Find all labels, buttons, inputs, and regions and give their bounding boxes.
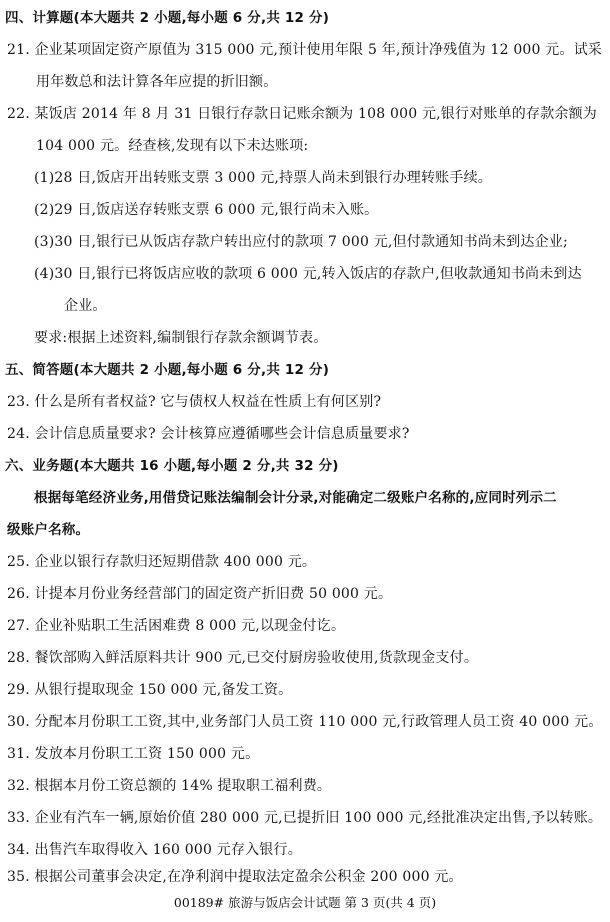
question-28: 28. 餐饮部购入鲜活原料共计 900 元,已交付厨房验收使用,货款现金支付。: [7, 650, 479, 666]
question-22-item-1: (1)28 日,饭店开出转账支票 3 000 元,持票人尚未到银行办理转账手续。: [34, 170, 492, 186]
question-22-line-2: 104 000 元。经查核,发现有以下未达账项:: [36, 138, 309, 154]
question-31: 31. 发放本月份职工工资 150 000 元。: [7, 746, 260, 762]
section-6-heading: 六、业务题(本大题共 16 小题,每小题 2 分,共 32 分): [5, 458, 339, 474]
question-35: 35. 根据公司董事会决定,在净利润中提取法定盈余公积金 200 000 元。: [7, 869, 463, 885]
question-22-item-4-line-1: (4)30 日,银行已将饭店应收的款项 6 000 元,转入饭店的存款户,但收款通知书尚未到达: [34, 266, 582, 282]
question-22-item-4-line-2: 企业。: [64, 298, 107, 314]
section-6-instruction-line-1: 根据每笔经济业务,用借贷记账法编制会计分录,对能确定二级账户名称的,应同时列示二: [34, 490, 557, 506]
question-22-item-3: (3)30 日,银行已从饭店存款户转出应付的款项 7 000 元,但付款通知书尚未到达企业;: [34, 234, 568, 250]
question-33: 33. 企业有汽车一辆,原始价值 280 000 元,已提折旧 100 000 元,经批准决定出售,予以转账。: [7, 810, 603, 826]
question-24: 24. 会计信息质量要求? 会计核算应遵循哪些会计信息质量要求?: [7, 426, 410, 442]
question-21-line-2: 用年数总和法计算各年应提的折旧额。: [36, 74, 278, 90]
question-22-line-1: 22. 某饭店 2014 年 8 月 31 日银行存款日记账余额为 108 000 元,银行对账单的存款余额为: [7, 106, 598, 122]
question-32: 32. 根据本月份工资总额的 14% 提取职工福利费。: [7, 778, 332, 794]
question-22-requirement: 要求:根据上述资料,编制银行存款余额调节表。: [34, 330, 328, 346]
page-footer: 00189# 旅游与饭店会计试题 第 3 页(共 4 页): [173, 895, 437, 910]
question-34: 34. 出售汽车取得收入 160 000 元存入银行。: [7, 842, 302, 858]
question-26: 26. 计提本月份业务经营部门的固定资产折旧费 50 000 元。: [7, 586, 393, 602]
question-27: 27. 企业补贴职工生活困难费 8 000 元,以现金付讫。: [7, 618, 346, 634]
question-22-item-2: (2)29 日,饭店送存转账支票 6 000 元,银行尚未入账。: [34, 202, 379, 218]
section-5-heading: 五、简答题(本大题共 2 小题,每小题 6 分,共 12 分): [5, 362, 330, 378]
section-4-heading: 四、计算题(本大题共 2 小题,每小题 6 分,共 12 分): [5, 10, 330, 26]
question-29: 29. 从银行提取现金 150 000 元,备发工资。: [7, 682, 293, 698]
question-23: 23. 什么是所有者权益? 它与债权人权益在性质上有何区别?: [7, 394, 382, 410]
section-6-instruction-line-2: 级账户名称。: [7, 522, 90, 538]
question-21-line-1: 21. 企业某项固定资产原值为 315 000 元,预计使用年限 5 年,预计净残值为 12 000 元。试采: [7, 42, 603, 58]
question-25: 25. 企业以银行存款归还短期借款 400 000 元。: [7, 554, 317, 570]
question-30: 30. 分配本月份职工工资,其中,业务部门人员工资 110 000 元,行政管理人员工资 40 000 元。: [7, 714, 603, 730]
